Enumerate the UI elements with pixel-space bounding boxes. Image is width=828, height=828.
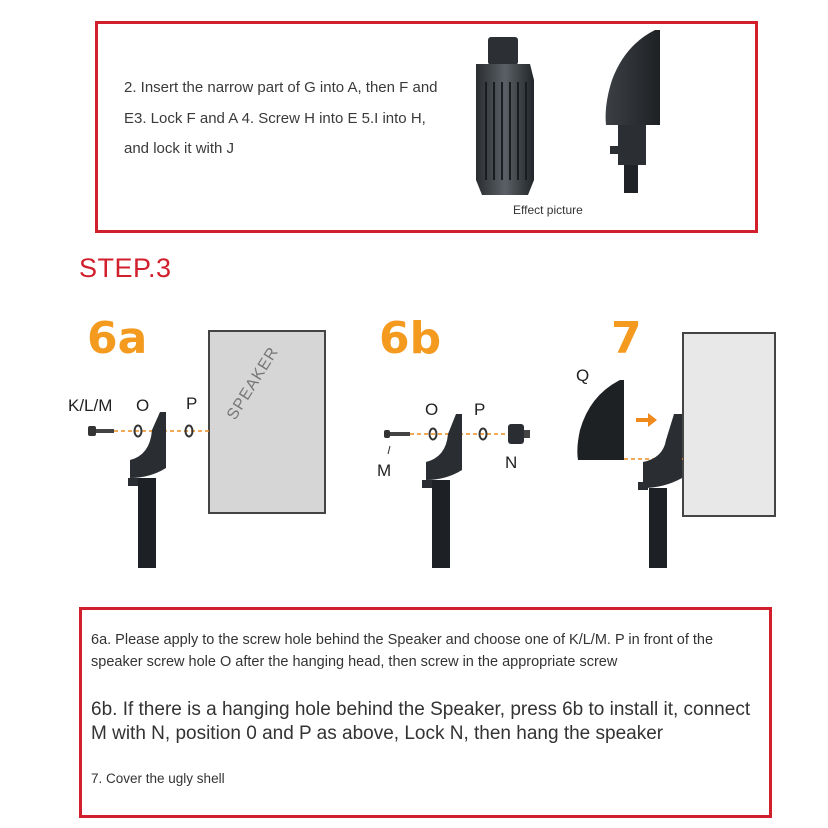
label-p-6a: P — [186, 394, 198, 413]
label-o-6a: O — [136, 396, 150, 415]
diagram-7-illustration — [577, 333, 775, 568]
speaker-label: SPEAKER — [224, 343, 283, 424]
label-m-6b: M — [377, 461, 392, 480]
label-p-6b: P — [474, 400, 486, 419]
label-q-7: Q — [576, 366, 590, 385]
effect-picture-caption: Effect picture — [513, 203, 583, 217]
top-instruction-text: 2. Insert the narrow part of G into A, then F and E3. Lock F and A 4. Screw H into E 5.I into H, and lock it with J — [124, 79, 438, 157]
diagram-6b-number: 6b — [379, 313, 442, 364]
diagram-7-number: 7 — [611, 313, 642, 364]
instruction-7: 7. Cover the ugly shell — [91, 771, 225, 786]
effect-grip-image — [476, 37, 534, 195]
label-n-6b: N — [505, 453, 518, 472]
label-klm: K/L/M — [68, 396, 113, 415]
instruction-6b: 6b. If there is a hanging hole behind the Speaker, press 6b to install it, connect M with N, position 0 and P as above, Lock N, then hang the speaker — [91, 699, 751, 744]
label-o-6b: O — [425, 400, 439, 419]
instruction-6a: 6a. Please apply to the screw hole behind the Speaker and choose one of K/L/M. P in front of the speaker screw hole O after the hanging head, then screw in the appropriate screw — [91, 632, 714, 670]
diagram-6a-number: 6a — [87, 313, 148, 364]
step-title: STEP.3 — [79, 253, 172, 283]
effect-shell-image — [606, 30, 660, 193]
diagram-6a-illustration — [88, 331, 325, 568]
diagram-6b-illustration — [384, 414, 530, 568]
